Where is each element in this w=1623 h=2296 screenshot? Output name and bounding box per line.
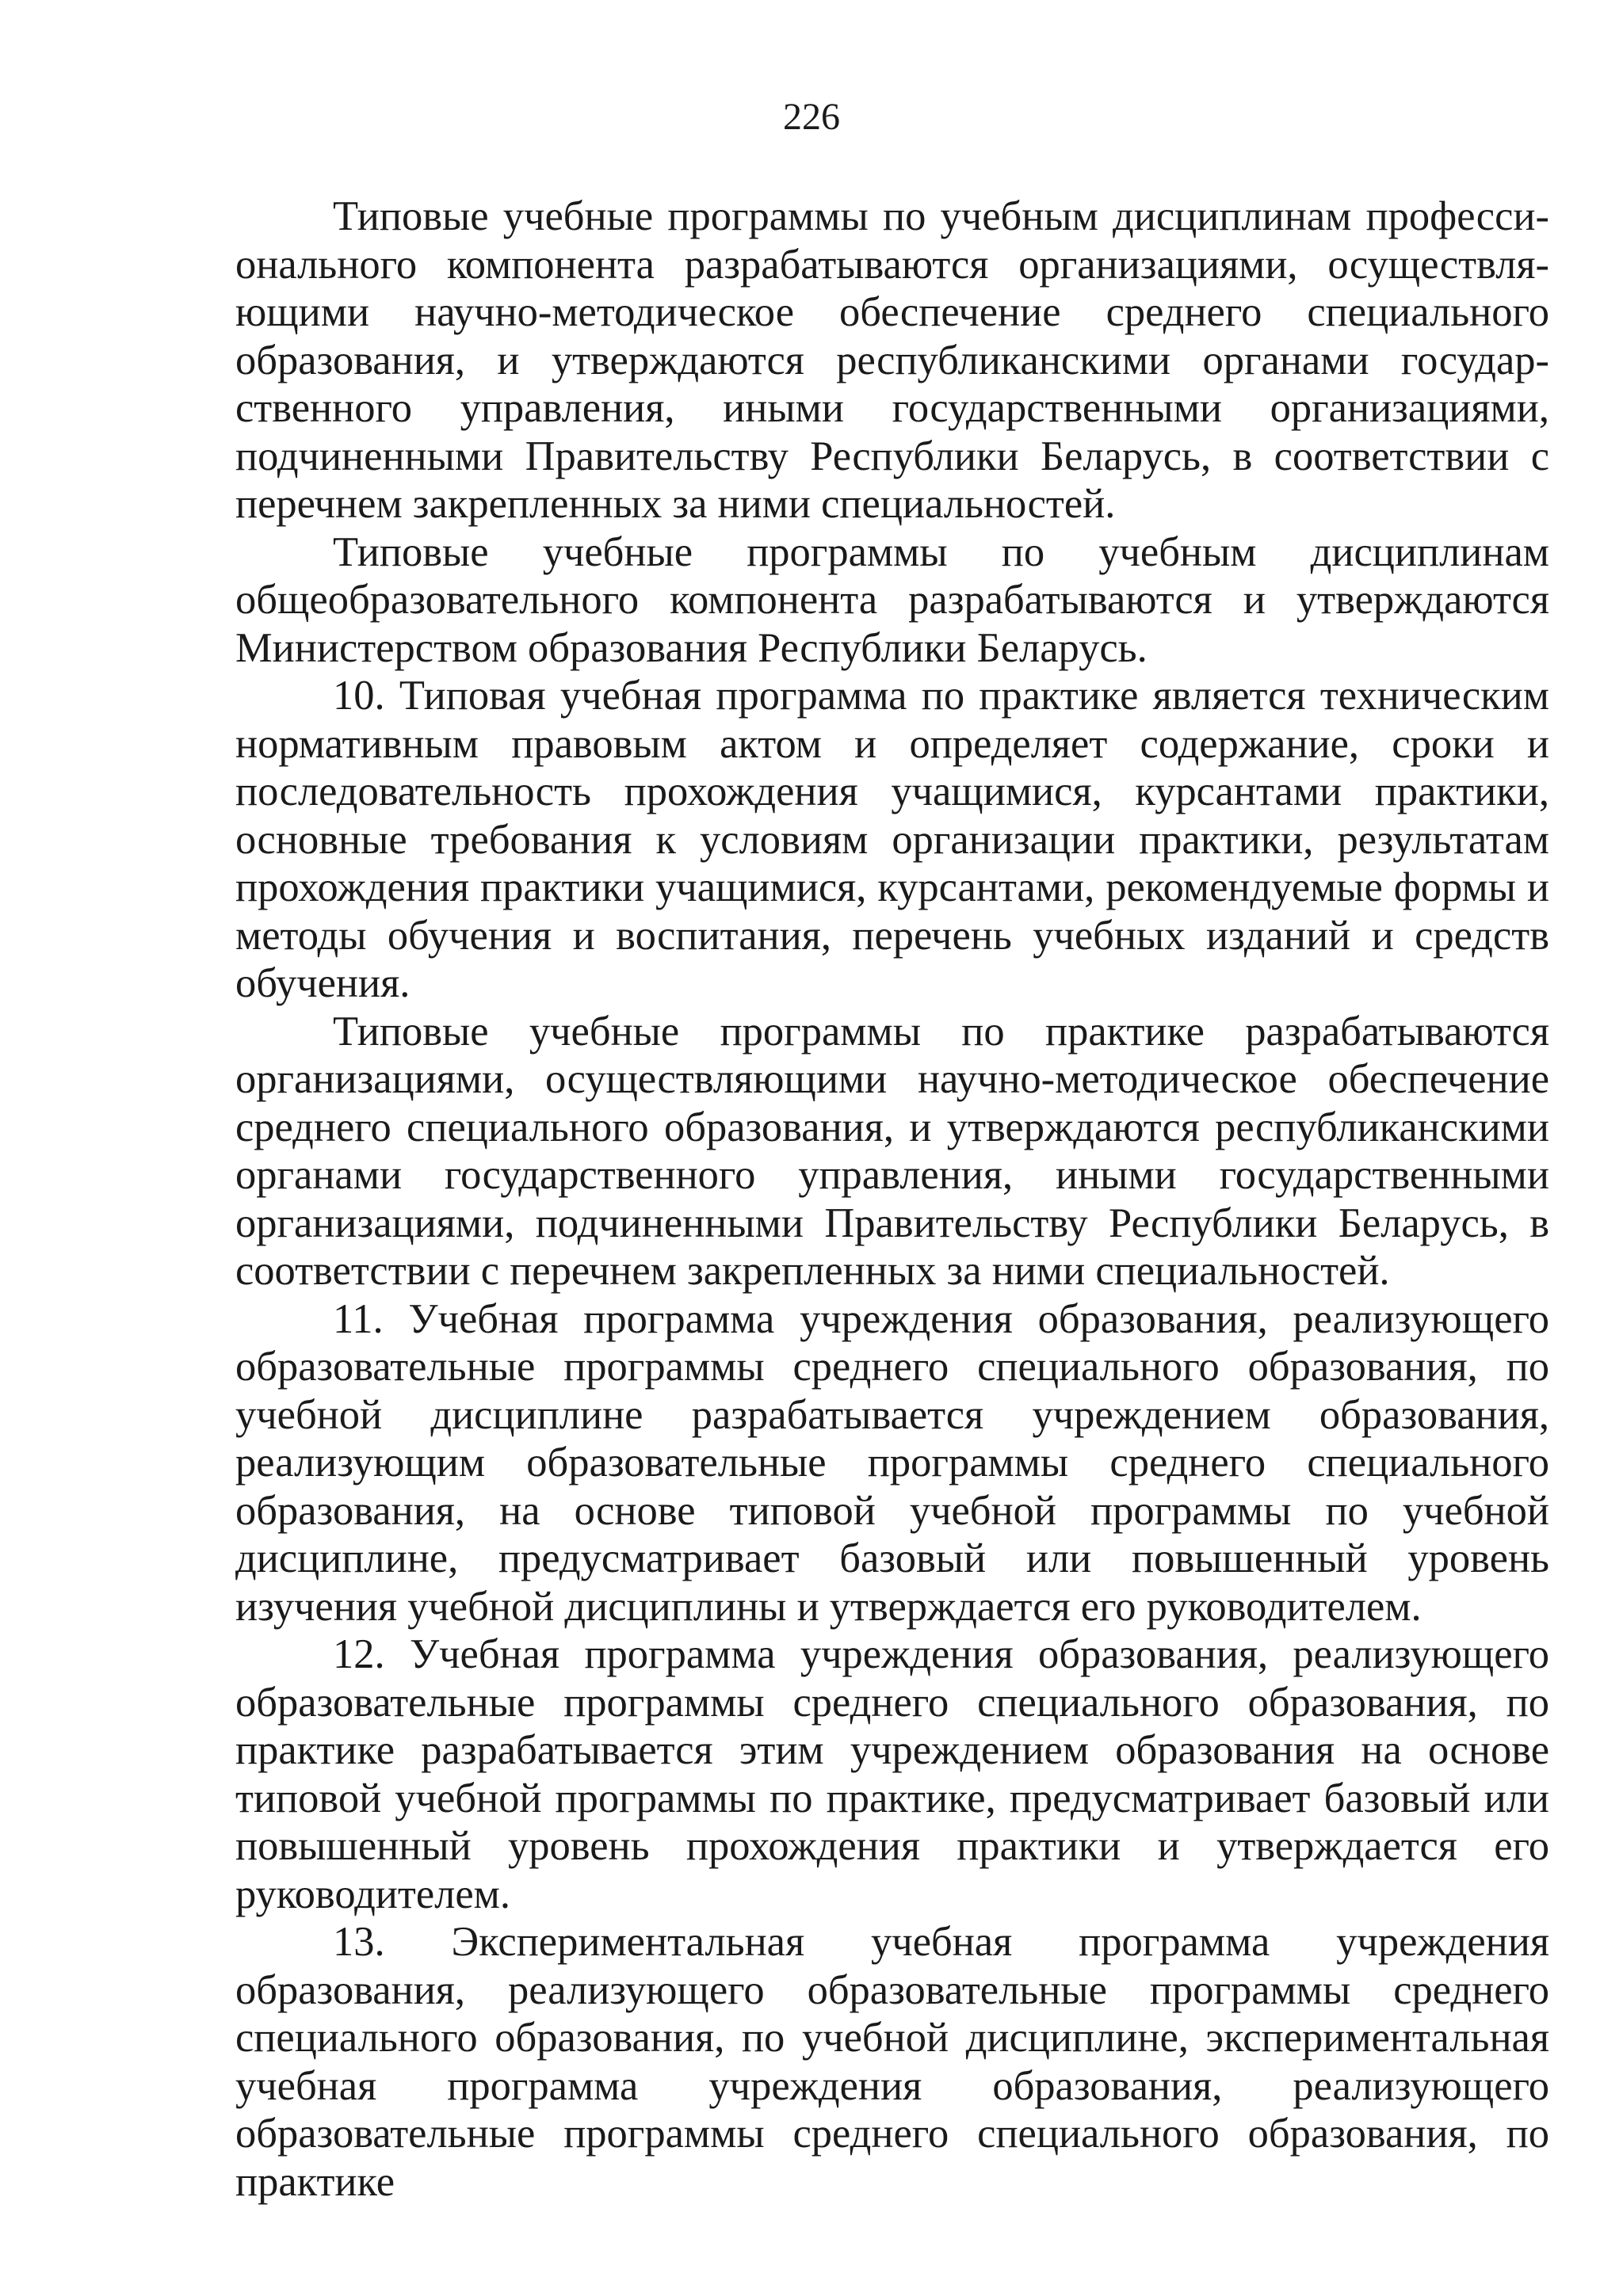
paragraph-standard-programs-professional: Типовые учебные программы по учебным дисциплинам профессионального компонента разрабатываются организациями, осуществляющими научно-методическое обеспечение среднего специального образования, и утверждаются республиканскими органами государственного управления, иными государственными организациями, подчиненными Правительству Республики Беларусь, в соответствии с перечнем закрепленных за ними специальностей. bbox=[235, 193, 1549, 527]
paragraph-11-institution-discipline-program: 11. Учебная программа учреждения образования, реализующего образовательные программы среднего специального образования, по учебной дисциплине разрабатывается учреждением образования, реализующим образовательные программы среднего специального образования, на основе типовой учебной программы по учебной дисциплине, предусматривает базовый или повышенный уровень изучения учебной дисциплины и утверждается его руководителем. bbox=[235, 1295, 1549, 1630]
paragraph-13-experimental-program: 13. Экспериментальная учебная программа учреждения образования, реализующего образовательные программы среднего специального образования, по учебной дисциплине, экспериментальная учебная программа учреждения образования, реализующего образовательные программы среднего специального образования, по практике bbox=[235, 1919, 1549, 2205]
paragraph-10-practice-program: 10. Типовая учебная программа по практике является техническим нормативным правовым актом и определяет содержание, сроки и последовательность прохождения учащимися, курсантами практики, основные требования к условиям организации практики, результатам прохождения практики учащимися, курсантами, рекомендуемые формы и методы обучения и воспитания, перечень учебных изданий и средств обучения. bbox=[235, 673, 1549, 1006]
paragraph-12-institution-practice-program: 12. Учебная программа учреждения образования, реализующего образовательные программы среднего специального образования, по практике разрабатывается этим учреждением образования на основе типовой учебной программы по практике, предусматривает базовый или повышенный уровень прохождения практики и утверждается его руководителем. bbox=[235, 1631, 1549, 1917]
paragraph-standard-programs-general: Типовые учебные программы по учебным дисциплинам общеобразовательного компонента разрабатываются и утверждаются Министерством образования Республики Беларусь. bbox=[235, 528, 1549, 671]
paragraph-practice-programs-approval: Типовые учебные программы по практике разрабатываются организациями, осуществляющими научно-методическое обеспечение среднего специального образования, и утверждаются республиканскими органами государственного управления, иными государственными организациями, подчиненными Правительству Республики Беларусь, в соответствии с перечнем закрепленных за ними специальностей. bbox=[235, 1008, 1549, 1294]
page-number: 226 bbox=[783, 96, 840, 138]
document-body bbox=[235, 193, 1549, 2206]
